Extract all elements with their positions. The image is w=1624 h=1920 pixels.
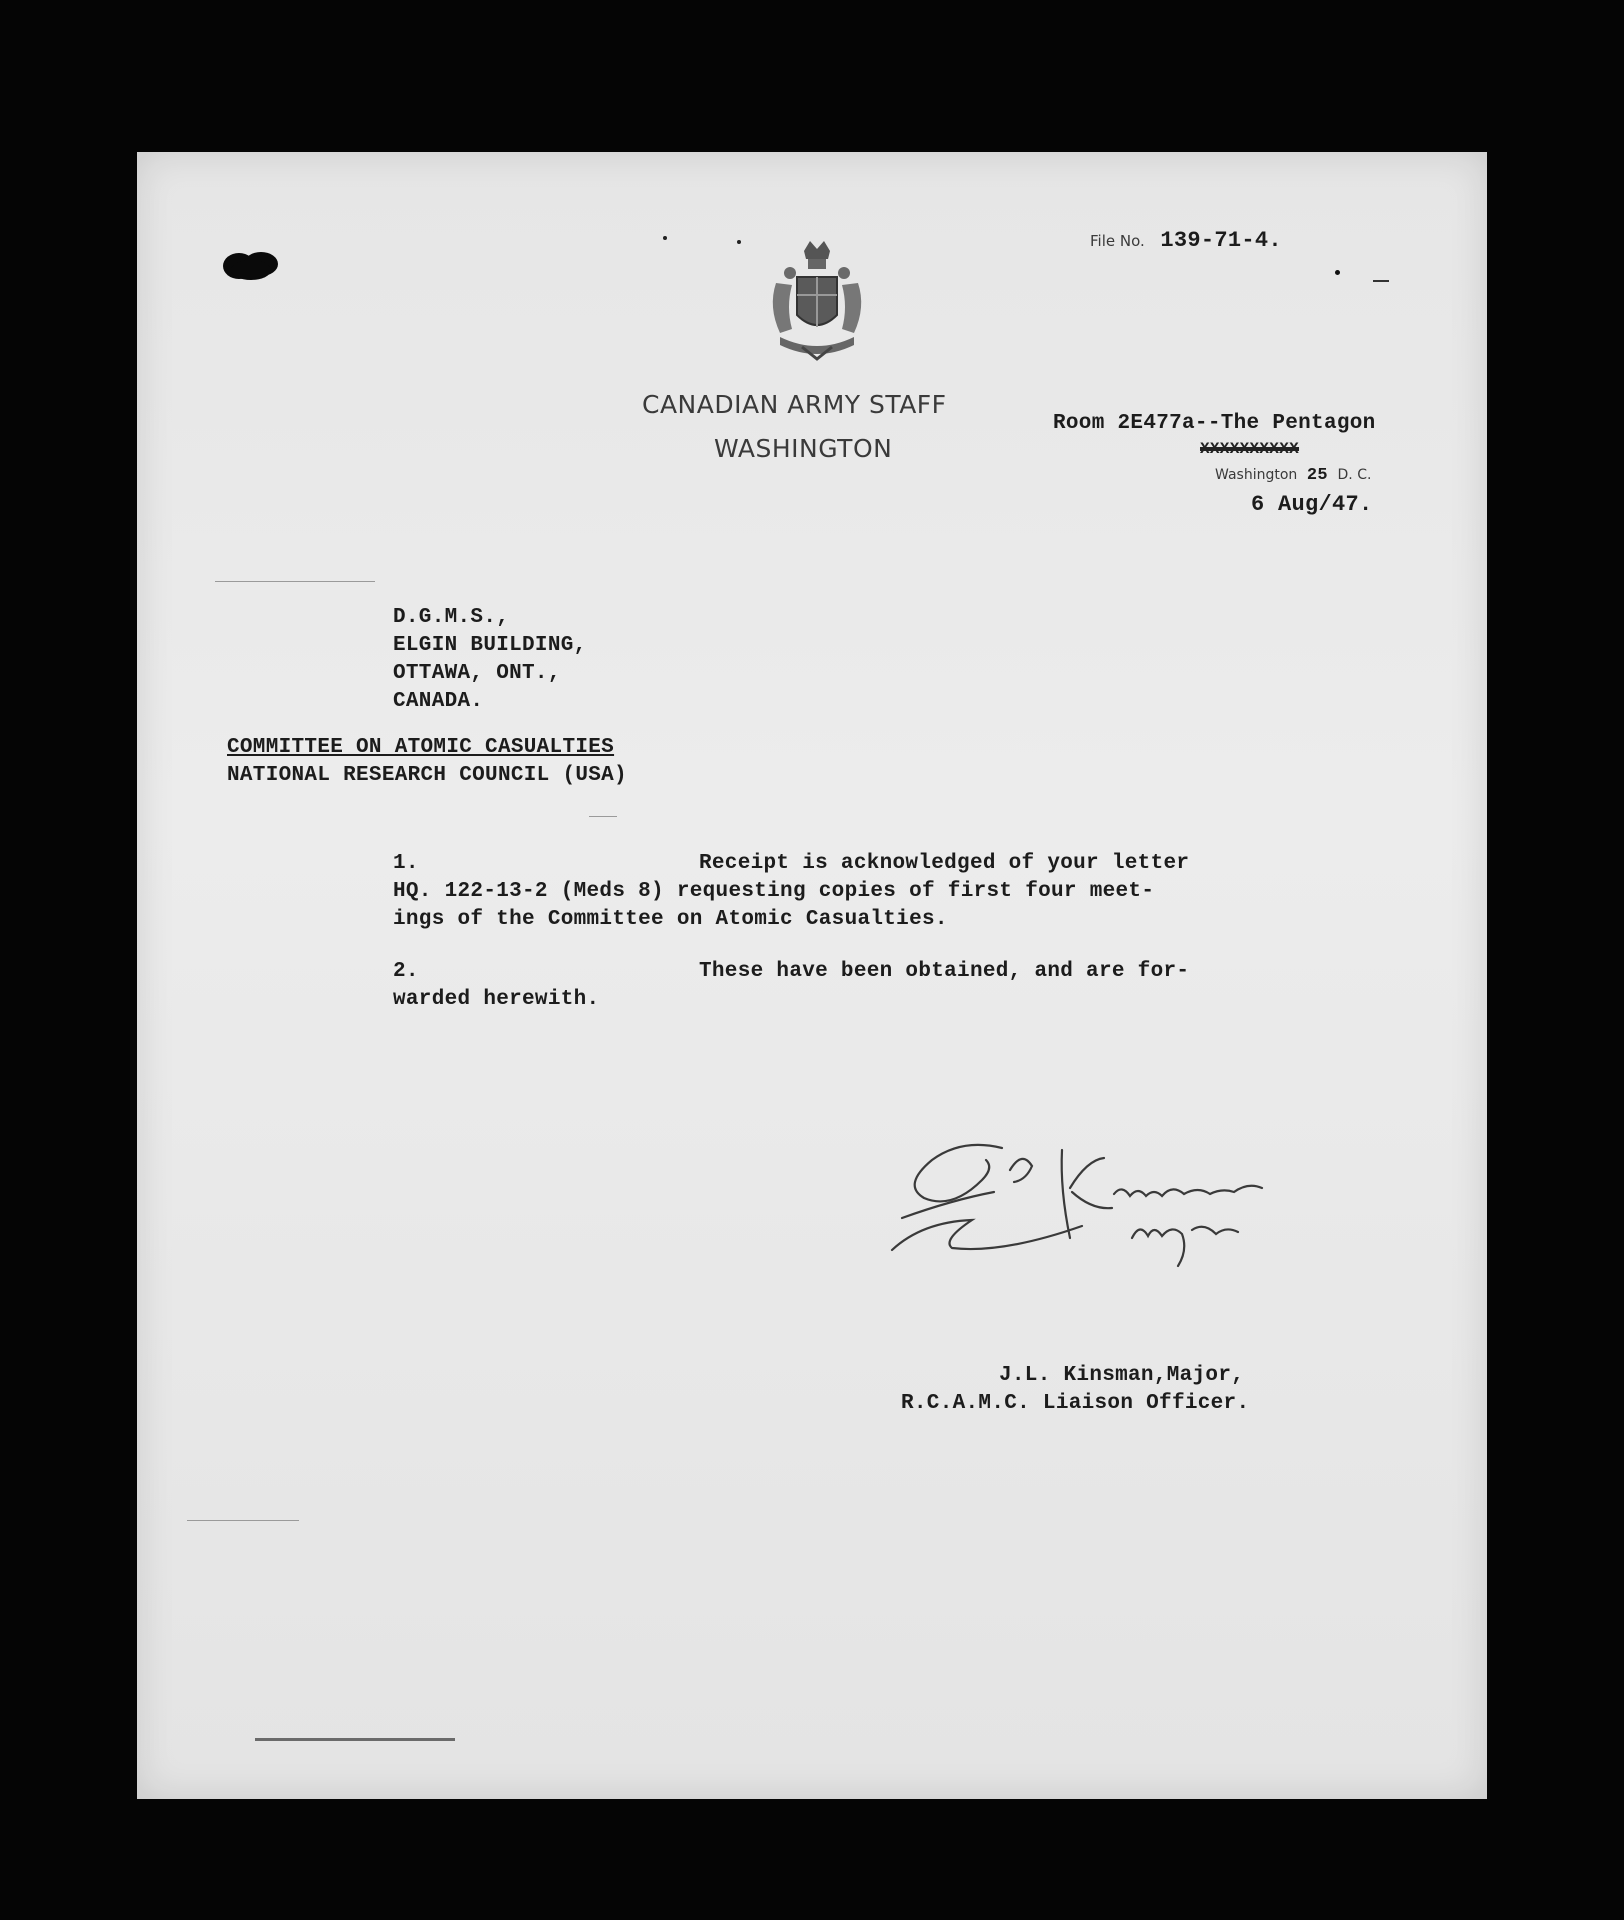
divider xyxy=(215,581,375,582)
paragraph-number: 1. xyxy=(393,852,419,875)
subject-line: NATIONAL RESEARCH COUNCIL (USA) xyxy=(227,764,627,787)
coat-of-arms-icon xyxy=(762,237,872,367)
speck xyxy=(1335,270,1340,275)
divider xyxy=(187,1520,299,1521)
letterhead-org-name: CANADIAN ARMY STAFF xyxy=(642,390,947,419)
city-line: Washington 25 D. C. xyxy=(1215,466,1372,485)
address-line: OTTAWA, ONT., xyxy=(393,662,561,685)
subject-line: COMMITTEE ON ATOMIC CASUALTIES xyxy=(227,736,615,759)
address-line: D.G.M.S., xyxy=(393,606,510,629)
address-line: CANADA. xyxy=(393,690,484,713)
room-address: Room 2E477a--The Pentagon xyxy=(1053,412,1376,435)
letter-date: 6 Aug/47. xyxy=(1251,492,1373,517)
letterhead-org-city: WASHINGTON xyxy=(714,434,893,463)
handwritten-signature xyxy=(882,1130,1302,1270)
speck xyxy=(1373,280,1389,282)
redaction-blot-icon xyxy=(221,248,285,284)
letter-page xyxy=(137,152,1487,1799)
paragraph-text: Receipt is acknowledged of your letter xyxy=(699,852,1190,875)
speck xyxy=(737,240,741,244)
divider xyxy=(255,1738,455,1741)
divider xyxy=(589,816,617,817)
paragraph-text: ings of the Committee on Atomic Casualties. xyxy=(393,908,948,931)
speck xyxy=(663,236,667,240)
signatory-name: J.L. Kinsman,Major, xyxy=(999,1364,1245,1387)
paragraph-text: HQ. 122-13-2 (Meds 8) requesting copies of first four meet- xyxy=(393,880,1155,903)
paragraph-text: These have been obtained, and are for- xyxy=(699,960,1190,983)
file-number: File No. 139-71-4. xyxy=(1090,228,1282,253)
signatory-title: R.C.A.M.C. Liaison Officer. xyxy=(901,1392,1250,1415)
address-line: ELGIN BUILDING, xyxy=(393,634,587,657)
paragraph-number: 2. xyxy=(393,960,419,983)
paragraph-text: warded herewith. xyxy=(393,988,600,1011)
struck-out-text: XXXXXXXXXX xyxy=(1200,440,1300,458)
